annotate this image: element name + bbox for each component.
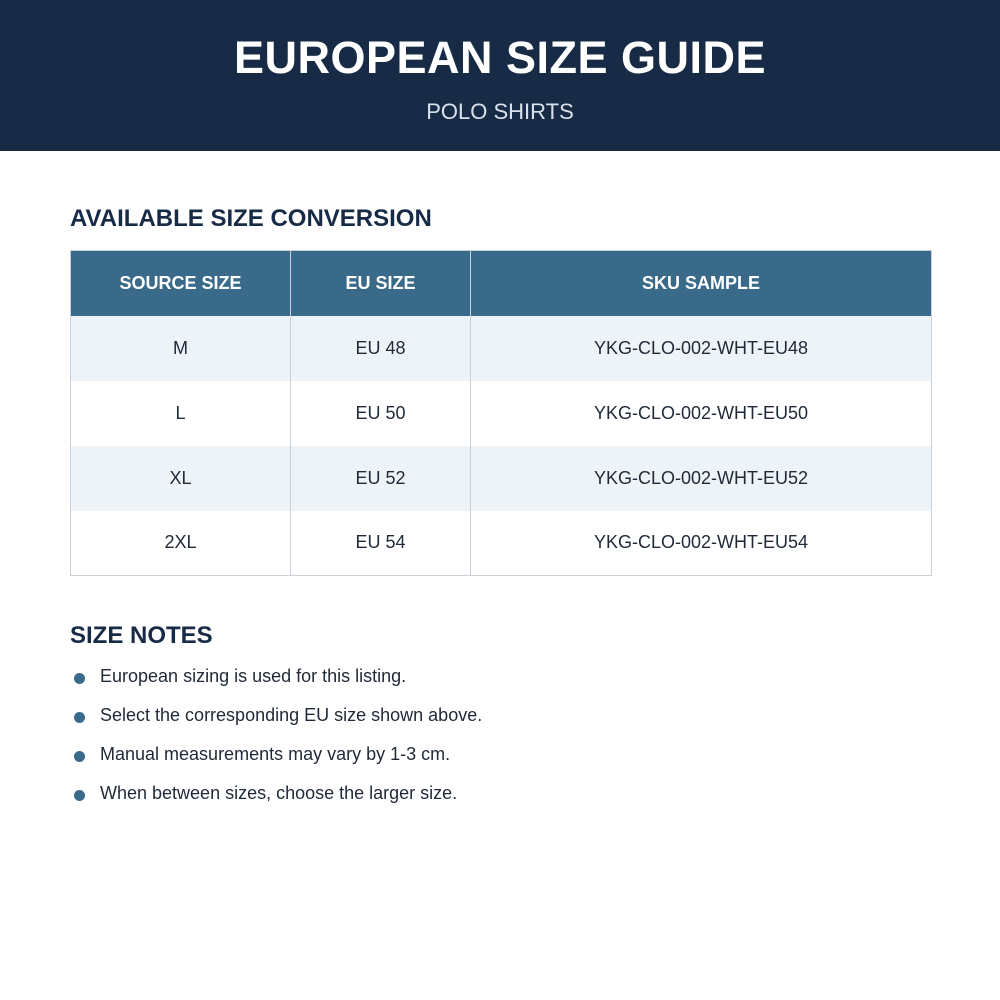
list-item: [70, 742, 482, 781]
sku-sample-cell: YKG-CLO-002-WHT-EU54: [471, 511, 932, 576]
sku-sample-cell: YKG-CLO-002-WHT-EU52: [471, 446, 932, 511]
bullet-dot-icon: [74, 673, 85, 684]
page-title: EUROPEAN SIZE GUIDE: [233, 32, 767, 83]
table-row: [71, 511, 932, 576]
list-item: [70, 664, 482, 703]
note-text: When between sizes, choose the larger size.: [100, 783, 458, 803]
source-size-cell: L: [71, 381, 291, 446]
sku-sample-cell: YKG-CLO-002-WHT-EU50: [471, 381, 932, 446]
eu-size-cell: EU 50: [291, 381, 471, 446]
table-row: [71, 381, 932, 446]
list-item: [70, 703, 482, 742]
page-subtitle: POLO SHIRTS: [426, 99, 574, 124]
table-header-row: [71, 251, 932, 316]
bullet-dot-icon: [74, 712, 85, 723]
table-row: [71, 446, 932, 511]
bullet-dot-icon: [74, 790, 85, 801]
note-text: Manual measurements may vary by 1-3 cm.: [100, 744, 451, 764]
column-header-eu-size: EU SIZE: [291, 251, 471, 316]
sku-sample-cell: YKG-CLO-002-WHT-EU48: [471, 316, 932, 381]
bullet-dot-icon: [74, 751, 85, 762]
notes-section-title: SIZE NOTES: [70, 622, 213, 649]
eu-size-cell: EU 54: [291, 511, 471, 576]
source-size-cell: M: [71, 316, 291, 381]
size-conversion-table: [70, 250, 932, 576]
conversion-section-title: AVAILABLE SIZE CONVERSION: [70, 205, 432, 232]
source-size-cell: XL: [71, 446, 291, 511]
column-header-source-size: SOURCE SIZE: [71, 251, 291, 316]
column-header-sku-sample: SKU SAMPLE: [471, 251, 932, 316]
eu-size-cell: EU 52: [291, 446, 471, 511]
table-row: [71, 316, 932, 381]
eu-size-cell: EU 48: [291, 316, 471, 381]
note-text: European sizing is used for this listing.: [100, 666, 407, 686]
list-item: [70, 781, 482, 820]
size-notes-list: [70, 664, 482, 820]
note-text: Select the corresponding EU size shown above.: [100, 705, 483, 725]
page-header: [0, 0, 1000, 151]
source-size-cell: 2XL: [71, 511, 291, 576]
